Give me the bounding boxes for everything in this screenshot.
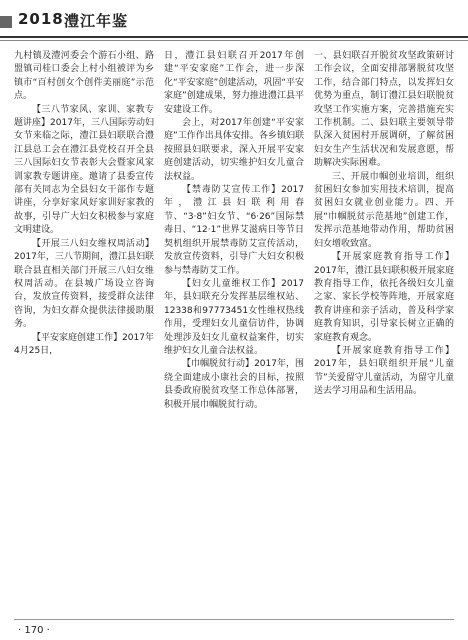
header-rule	[0, 36, 468, 38]
header-square-icon	[0, 16, 12, 28]
column-1	[14, 50, 154, 358]
header-rule-thin	[0, 40, 468, 41]
paragraph: 九村镇及澧河委会个游石小组、路盟镇司桂口委会上村小组被评为乡镇市“百村创女个创件美丽庭”示范点。	[14, 51, 154, 102]
paragraph: 【禁毒防艾宣传工作】2017年，澧江县妇联利用春节、“3·8”妇女节、“6·26”国际禁毒日、“12·1”世界艾滋病日等节日契机组织开展禁毒防艾宣传活动，发放宣传资料，引导广大妇女积极参与禁毒防艾工作。	[164, 185, 304, 276]
paragraph: 一、县妇联召开脱贫攻坚政策研讨工作会议，全面安排部署脱贫攻坚工作，结合部门特点，以发挥妇女优势为重点，制订澧江县妇联脱贫攻坚工作实施方案，完善措施充实工作机制。二、县妇联主要领导带队深入贫困村开展调研，了解贫困妇女生产生活状况和发展意愿，帮助解决实际困难。	[314, 51, 454, 169]
paragraph: 日，澧江县妇联召开2017年创建“平安家庭”工作会，进一步深化“平安家庭”创建活动，巩固“平安家庭”创建成果，努力推进澧江县平安建设工作。	[164, 51, 304, 115]
paragraph: 【开展家庭教育指导工作】2017年，澧江县妇联积极开展家庭教育指导工作，依托各级妇女儿童之家、家长学校等阵地，开展家庭教育讲座和亲子活动，普及科学家庭教育知识，引导家长树立正确的家庭教育观念。	[314, 252, 454, 343]
paragraph: 【巾帼脱贫行动】2017年，围绕全面建成小康社会的目标，按照县委政府脱贫攻坚工作总体部署，积极开展巾帼脱贫行动。	[164, 359, 304, 410]
paragraph: 会上，对2017年创建“平安家庭”工作作出具体安排。各乡镇妇联按照县妇联要求，深入开展平安家庭创建活动，切实维护妇女儿童合法权益。	[164, 118, 304, 182]
yearbook-title: 澧江年鉴	[64, 12, 129, 30]
page-number: · 170 ·	[18, 625, 50, 636]
column-2	[164, 50, 304, 412]
paragraph: 【妇女儿童维权工作】2017年，县妇联充分发挥基层维权站、12338和97773451女性维权热线作用，受理妇女儿童信访件，协调处理涉及妇女儿童权益案件，切实维护妇女儿童合法权益。	[164, 278, 304, 356]
paragraph: 三、开展巾帼创业培训，组织贫困妇女参加实用技术培训，提高贫困妇女就业创业能力。四、开展“巾帼脱贫示范基地”创建工作，发挥示范基地带动作用，帮助贫困妇女增收致富。	[314, 171, 454, 249]
column-3	[314, 50, 454, 399]
paragraph: 【平安家庭创建工作】2017年4月25日，	[14, 332, 154, 356]
paragraph: 【开展三八妇女维权周活动】2017年，三八节期间，澧江县妇联联合县直相关部门开展三八妇女维权周活动。在县城广场设立咨询台，发放宣传资料，接受群众法律咨询，为妇女群众提供法律援助服务。	[14, 238, 154, 330]
yearbook-year: 2018	[18, 10, 64, 28]
page-header	[0, 0, 468, 56]
paragraph: 【三八节家风、家训、家教专题讲座】2017年，三八国际劳动妇女节来临之际，澧江县妇联联合澧江县总工会在澧江县党校召开全县三八国际妇女节表彰大会暨家风家训家教专题讲座。邀请了县委宣传部有关同志为全县妇女干部作专题讲座，分享好家风好家训好家教的故事，引导广大妇女积极参与家庭文明建设。	[14, 104, 154, 236]
paragraph: 【开展家庭教育指导工作】2017年，县妇联组织开展“儿童节”关爱留守儿童活动，为留守儿童送去学习用品和生活用品。	[314, 345, 454, 397]
footer-rule	[14, 619, 454, 620]
